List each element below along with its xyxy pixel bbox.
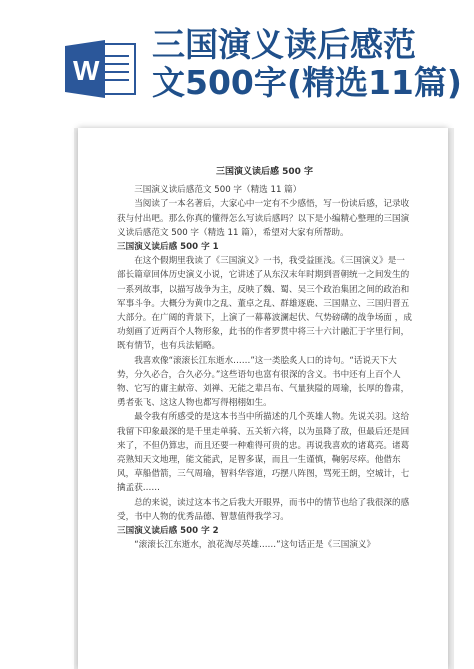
word-document-icon xyxy=(61,38,141,100)
section-heading: 三国演义读后感 500 字 2 xyxy=(117,526,219,537)
header xyxy=(0,0,474,130)
document-subtitle: 三国演义读后感范文 500 字（精选 11 篇） xyxy=(134,185,302,196)
section-heading: 三国演义读后感 500 字 1 xyxy=(117,242,219,253)
intro-paragraph: 当阅读了一本名著后，大家心中一定有不少感悟，写一份读后感，记录收获与付出吧。那么你真的懂得怎么写读后感吗？以下是小编精心整理的三国演义读后感范文 500 字（精选 11 篇），希望对大家有所帮助。 xyxy=(117,199,410,238)
section-paragraph: 最令我有所感受的是这本书当中所描述的几个英雄人物。先说关羽。这给我留下印象最深的是千里走单骑、五关斩六将，以为虽降了敌，但最后还是回来了，不但仍算忠，而且还要一种难得可贵的忠。再说我喜欢的诸葛亮。诸葛亮熟知天文地理，能文能武，足智多谋，而且一生谨慎，鞠躬尽瘁。他借东风，草船借箭，三气周瑜，智料华容道，巧摆八阵图，骂死王朗，空城计，七擒孟获…… xyxy=(117,412,410,494)
section-paragraph: “滚滚长江东逝水，浪花淘尽英雄……”这句话正是《三国演义》 xyxy=(134,540,376,551)
document-page xyxy=(78,128,448,669)
title-line-1: 三国演义读后感范 xyxy=(152,25,416,64)
document-body xyxy=(117,165,412,552)
svg-text:W: W xyxy=(73,55,100,86)
title-line-2: 文500字(精选11篇) xyxy=(152,63,462,102)
document-title: 三国演义读后感 500 字 xyxy=(215,167,314,177)
section-paragraph: 我喜欢像“滚滚长江东逝水……”这一类脍炙人口的诗句。“话说天下大势，分久必合，合久必分。”这些语句也富有很深的含义。书中还有上百个人物、它写的庸主献帝、刘禅、无能之辈吕布、气量狭隘的周瑜，长厚的鲁肃，勇者张飞、这这人物也都写得栩栩如生。 xyxy=(117,355,410,409)
section-paragraph: 在这个假期里我读了《三国演义》一书，我受益匪浅。《三国演义》是一部长篇章回体历史演义小说，它讲述了从东汉末年时期到晋朝统一之间发生的一系列故事，以描写战争为主，反映了魏、蜀、吴三个政治集团之间的政治和军事斗争。大概分为黄巾之乱、董卓之乱、群雄逐鹿、三国鼎立、三国归晋五大部分。在广阔的背景下，上演了一幕幕波澜起伏、气势磅礴的战争场面 ，成功刻画了近两百个人物形象，此书的作者罗贯中将三十六计融汇于字里行间，既有情节，也有兵法韬略。 xyxy=(117,256,412,352)
page-title xyxy=(152,26,467,102)
section-paragraph: 总的来说，读过这本书之后我大开眼界，而书中的情节也给了我很深的感受，书中人物的优秀品德、智慧值得我学习。 xyxy=(117,497,410,522)
